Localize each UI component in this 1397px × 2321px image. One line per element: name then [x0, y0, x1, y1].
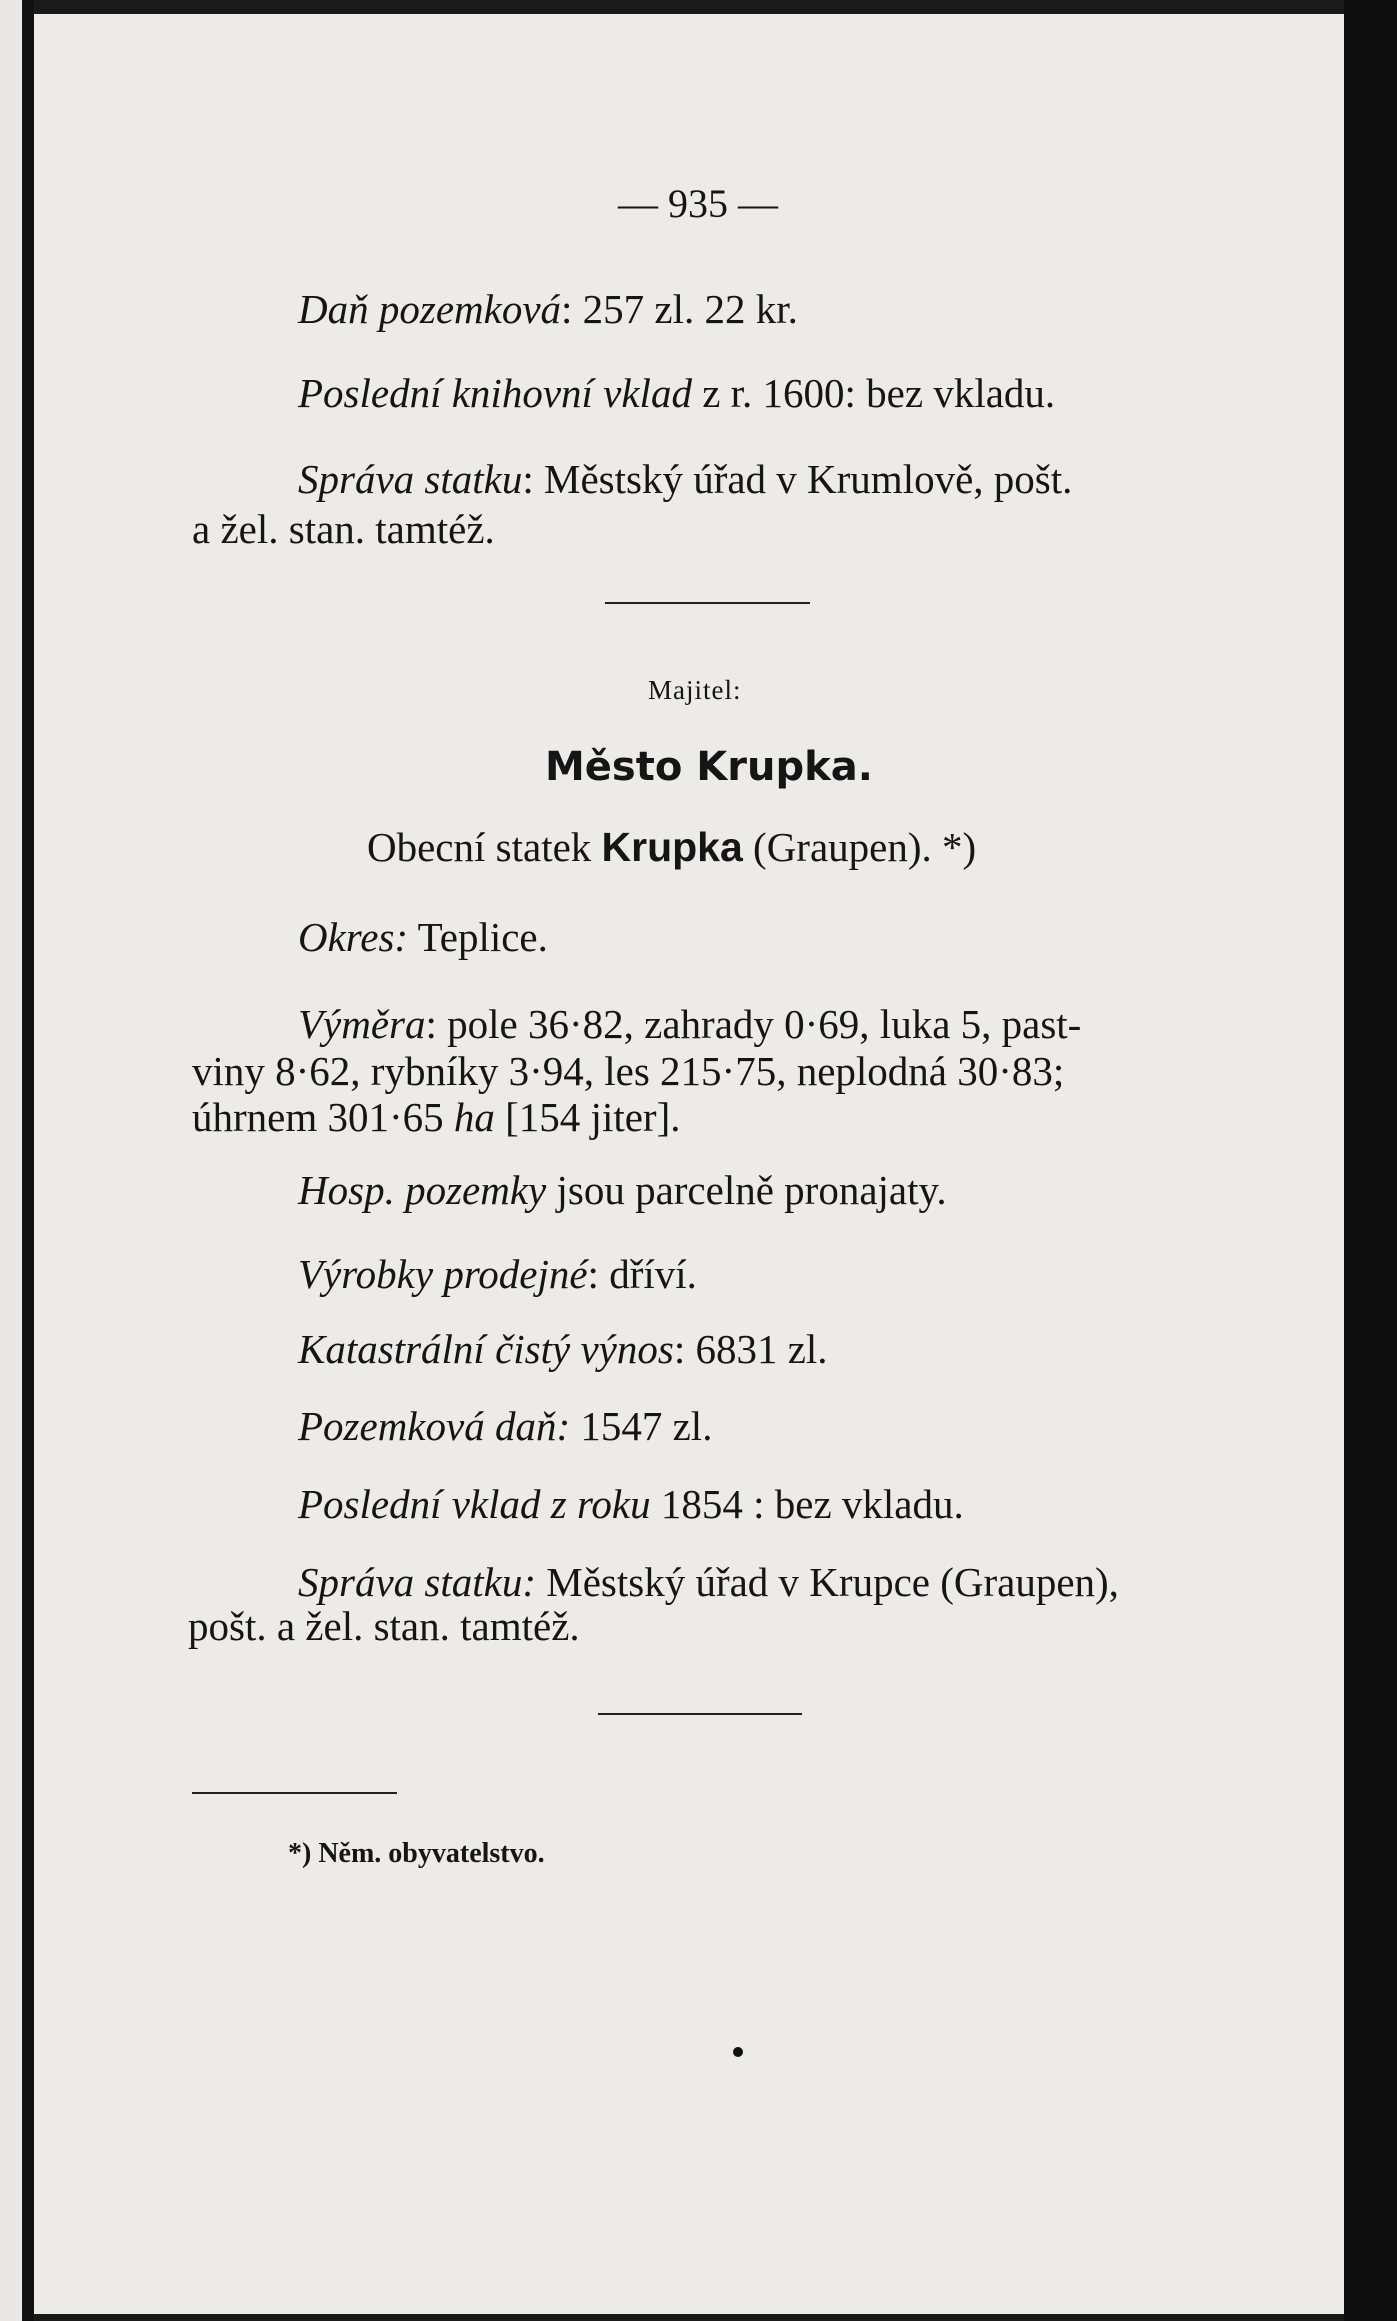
estate-prefix: Obecní statek	[367, 824, 602, 870]
products-line	[298, 1250, 697, 1298]
last-deposit-2-value: 1854 : bez vkladu.	[650, 1481, 964, 1527]
area-text-1: : pole 36·82, zahrady 0·69, luka 5, past-	[425, 1001, 1082, 1047]
administration-value: : Městský úřad v Krumlově, pošt.	[522, 456, 1073, 502]
administration-line	[298, 455, 1072, 503]
last-deposit-line	[298, 369, 1055, 417]
area-jiter: [154 jiter].	[494, 1094, 681, 1140]
footnote: *) Něm. obyvatelstvo.	[288, 1838, 545, 1869]
land-tax-value: : 257 zl. 22 kr.	[561, 286, 798, 332]
district-line	[298, 913, 548, 961]
farmland-line	[298, 1166, 947, 1214]
last-deposit-2-label: Poslední vklad z roku	[298, 1481, 651, 1527]
cadastral-yield-line	[298, 1325, 828, 1373]
section-end-divider	[598, 1713, 802, 1715]
products-value: : dříví.	[587, 1251, 697, 1297]
administration-2-line-2: pošt. a žel. stan. tamtéž.	[188, 1603, 580, 1649]
administration-2-value: Městský úřad v Krupce (Graupen),	[536, 1559, 1119, 1605]
district-value: Teplice.	[408, 914, 548, 960]
area-label: Výměra	[298, 1001, 426, 1047]
administration-2-line	[298, 1558, 1119, 1606]
estate-title	[367, 823, 976, 871]
owner-name: Město Krupka.	[545, 744, 873, 790]
page-number: — 935 —	[618, 181, 778, 226]
area-line-3	[192, 1093, 681, 1141]
footnote-rule	[192, 1792, 397, 1794]
administration-2-label: Správa statku:	[298, 1559, 536, 1605]
last-deposit-label: Poslední knihovní vklad	[298, 370, 692, 416]
page-edge	[1344, 0, 1397, 2321]
area-line-1	[298, 1000, 1081, 1048]
land-tax-2-label: Pozemková daň:	[298, 1403, 571, 1449]
last-deposit-2-line	[298, 1480, 964, 1528]
book-gutter	[0, 0, 34, 2321]
farmland-value: jsou parcelně pronajaty.	[546, 1167, 947, 1213]
area-unit: ha	[453, 1094, 495, 1140]
book-page	[34, 14, 1344, 2314]
land-tax-line	[298, 285, 798, 333]
products-label: Výrobky prodejné	[298, 1251, 588, 1297]
farmland-label: Hosp. pozemky	[298, 1167, 547, 1213]
section-divider	[605, 602, 810, 604]
cadastral-yield-value: : 6831 zl.	[673, 1326, 828, 1372]
owner-label: Majitel:	[648, 675, 742, 705]
last-deposit-value: z r. 1600: bez vkladu.	[702, 370, 1056, 416]
estate-suffix: (Graupen). *)	[742, 824, 977, 870]
area-line-2: viny 8·62, rybníky 3·94, les 215·75, neplodná 30·83;	[192, 1048, 1065, 1094]
land-tax-label: Daň pozemková	[298, 286, 562, 332]
land-tax-2-line	[298, 1402, 712, 1450]
area-total: úhrnem 301·65	[192, 1094, 454, 1140]
estate-name: Krupka	[601, 824, 743, 870]
district-label: Okres:	[298, 914, 409, 960]
cadastral-yield-label: Katastrální čistý výnos	[298, 1326, 674, 1372]
administration-label: Správa statku	[298, 456, 523, 502]
ink-speck	[733, 2047, 743, 2057]
administration-line-2: a žel. stan. tamtéž.	[192, 506, 495, 552]
land-tax-2-value: 1547 zl.	[570, 1403, 713, 1449]
